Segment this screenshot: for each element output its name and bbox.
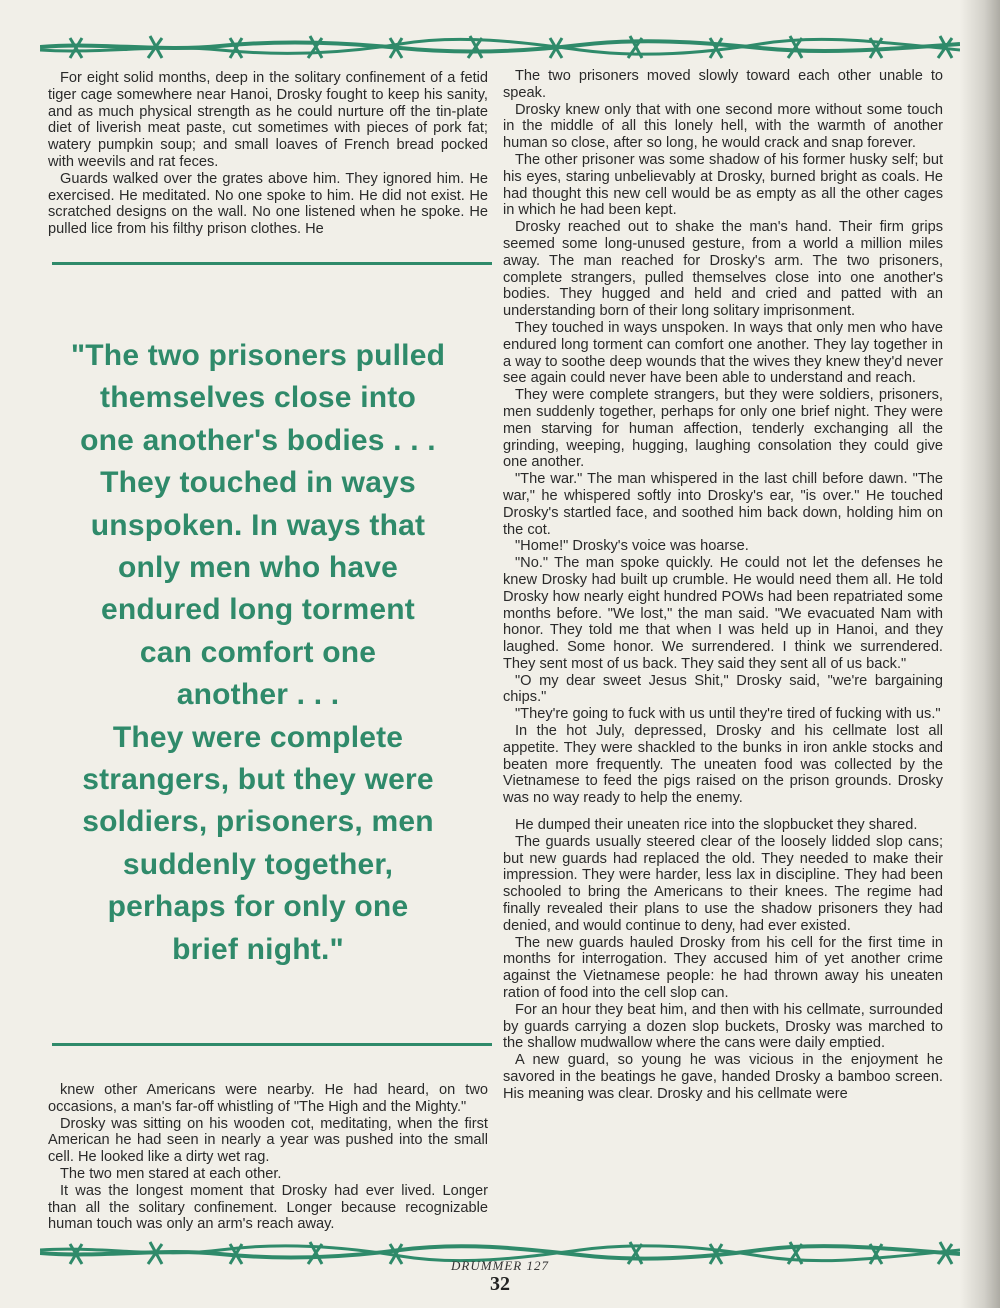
- page-edge-shadow: [960, 0, 1000, 1308]
- paragraph: The new guards hauled Drosky from his cell for the first time in months for interrogation. They accused him of yet another crime against the Vietnamese people: he had thrown away his uneaten ration of food into the cell slop can.: [503, 934, 943, 1002]
- paragraph: The two prisoners moved slowly toward each other unable to speak.: [503, 68, 943, 101]
- paragraph: They touched in ways unspoken. In ways that only men who have endured long torment can comfort one another. They lay together in a way to soothe deep wounds that the wives they knew they'd never see again could never have been able to understand and reach.: [503, 319, 943, 387]
- paragraph: For an hour they beat him, and then with his cellmate, surrounded by guards carrying a dozen slop buckets, Drosky was marched to the shallow mudwallow where the cans were daily emptied.: [503, 1001, 943, 1052]
- paragraph-gap: [503, 807, 943, 817]
- article-column-left-top: [48, 70, 488, 238]
- pull-quote-rule-top: [52, 262, 492, 265]
- paragraph: The guards usually steered clear of the loosely lidded slop cans; but new guards had replaced the old. They needed to make their impression. They were harder, less lax in discipline. They had been schooled to bring the Americans to their knees. The regime had finally revealed their plans to use the shadow prisoners they had denied, and would continue to deny, had ever existed.: [503, 833, 943, 934]
- article-column-right: [503, 68, 943, 1103]
- paragraph: Drosky was sitting on his wooden cot, meditating, when the first American he had seen in nearly a year was pushed into the small cell. He looked like a dirty wet rag.: [48, 1115, 488, 1166]
- paragraph: Drosky reached out to shake the man's hand. Their firm grips seemed some long-unused gesture, from a world a million miles away. The man reached for Drosky's arm. The two prisoners, complete strangers, pulled themselves close into one another's bodies. They hugged and held and cried and patted with an understanding born of their long solitary imprisonment.: [503, 219, 943, 320]
- pull-quote-rule-bottom: [52, 1043, 492, 1046]
- paragraph: They were complete strangers, but they were soldiers, prisoners, men suddenly together, perhaps for only one brief night. They were men starving for human affection, tenderly exchanging all the grinding, weeping, hugging, laughing consolation they could give one another.: [503, 387, 943, 471]
- pull-quote: "The two prisoners pulled themselves close into one another's bodies . . . They touched in ways unspoken. In ways that only men who have endured long torment can comfort one another . . . They were complete strangers, but they were soldiers, prisoners, men suddenly together, perhaps for only one brief night.": [70, 339, 446, 966]
- paragraph: "O my dear sweet Jesus Shit," Drosky said, "we're bargaining chips.": [503, 672, 943, 706]
- paragraph: The other prisoner was some shadow of his former husky self; but his eyes, staring unbelievably at Drosky, burned bright as coals. He had thought this new cell would be as empty as all the other cages in which he had been kept.: [503, 151, 943, 219]
- paragraph: Drosky knew only that with one second more without some touch in the middle of all this lonely hell, with the warmth of another human so close, after so long, he would crack and snap forever.: [503, 101, 943, 152]
- paragraph: He dumped their uneaten rice into the slopbucket they shared.: [515, 817, 918, 834]
- paragraph: "The war." The man whispered in the last chill before dawn. "The war," he whispered softly into Drosky's ear, "is over." He touched Drosky's startled face, and soothed him back down, holding him on the cot.: [503, 471, 943, 538]
- paragraph: "Home!" Drosky's voice was hoarse.: [515, 538, 749, 555]
- paragraph: A new guard, so young he was vicious in the enjoyment he savored in the beatings he gave, handed Drosky a bamboo screen. His meaning was clear. Drosky and his cellmate were: [503, 1052, 943, 1102]
- page-number: 32: [490, 1273, 510, 1295]
- paragraph: Guards walked over the grates above him. They ignored him. He exercised. He meditated. No one spoke to him. He did not exist. He scratched designs on the wall. No one listened when he spoke. He pulled lice from his filthy prison clothes. He: [48, 170, 488, 238]
- paragraph: The two men stared at each other.: [60, 1165, 282, 1182]
- paragraph: knew other Americans were nearby. He had heard, on two occasions, a man's far-off whistling of "The High and the Mighty.": [48, 1082, 488, 1115]
- paragraph: It was the longest moment that Drosky had ever lived. Longer than all the solitary confinement. Longer because recognizable human touch was only an arm's reach away.: [48, 1182, 488, 1233]
- page-footer: [400, 1258, 600, 1294]
- article-column-left-bottom: [48, 1082, 488, 1233]
- magazine-name: DRUMMER 127: [450, 1258, 549, 1273]
- barbed-wire-border-top: [40, 30, 960, 64]
- paragraph: For eight solid months, deep in the solitary confinement of a fetid tiger cage somewhere near Hanoi, Drosky fought to keep his sanity, and as much physical strength as he could nurture off the tin-plate diet of liverish meat paste, cut sometimes with pieces of pork fat; watery pumpkin soup; and small loaves of French bread pocked with weevils and rat feces.: [48, 70, 488, 170]
- paragraph: In the hot July, depressed, Drosky and his cellmate lost all appetite. They were shackled to the bunks in iron ankle stocks and beaten more frequently. The uneaten food was collected by the Vietnamese to feed the pigs raised on the prison grounds. Drosky was no way ready to help the enemy.: [503, 723, 943, 807]
- paragraph: "No." The man spoke quickly. He could not let the defenses he knew Drosky had built up crumble. He would need them all. He told Drosky how nearly eight hundred POWs had been repatriated some months before. "We lost," the man said. "We evacuated Nam with honor. They told me that when I was held up in Hanoi, and they laughed. Some honor. We surrendered. I think we surrendered. They sent most of us back. They said they sent all of us back.": [503, 555, 943, 672]
- paragraph: "They're going to fuck with us until they're tired of fucking with us.": [515, 706, 941, 723]
